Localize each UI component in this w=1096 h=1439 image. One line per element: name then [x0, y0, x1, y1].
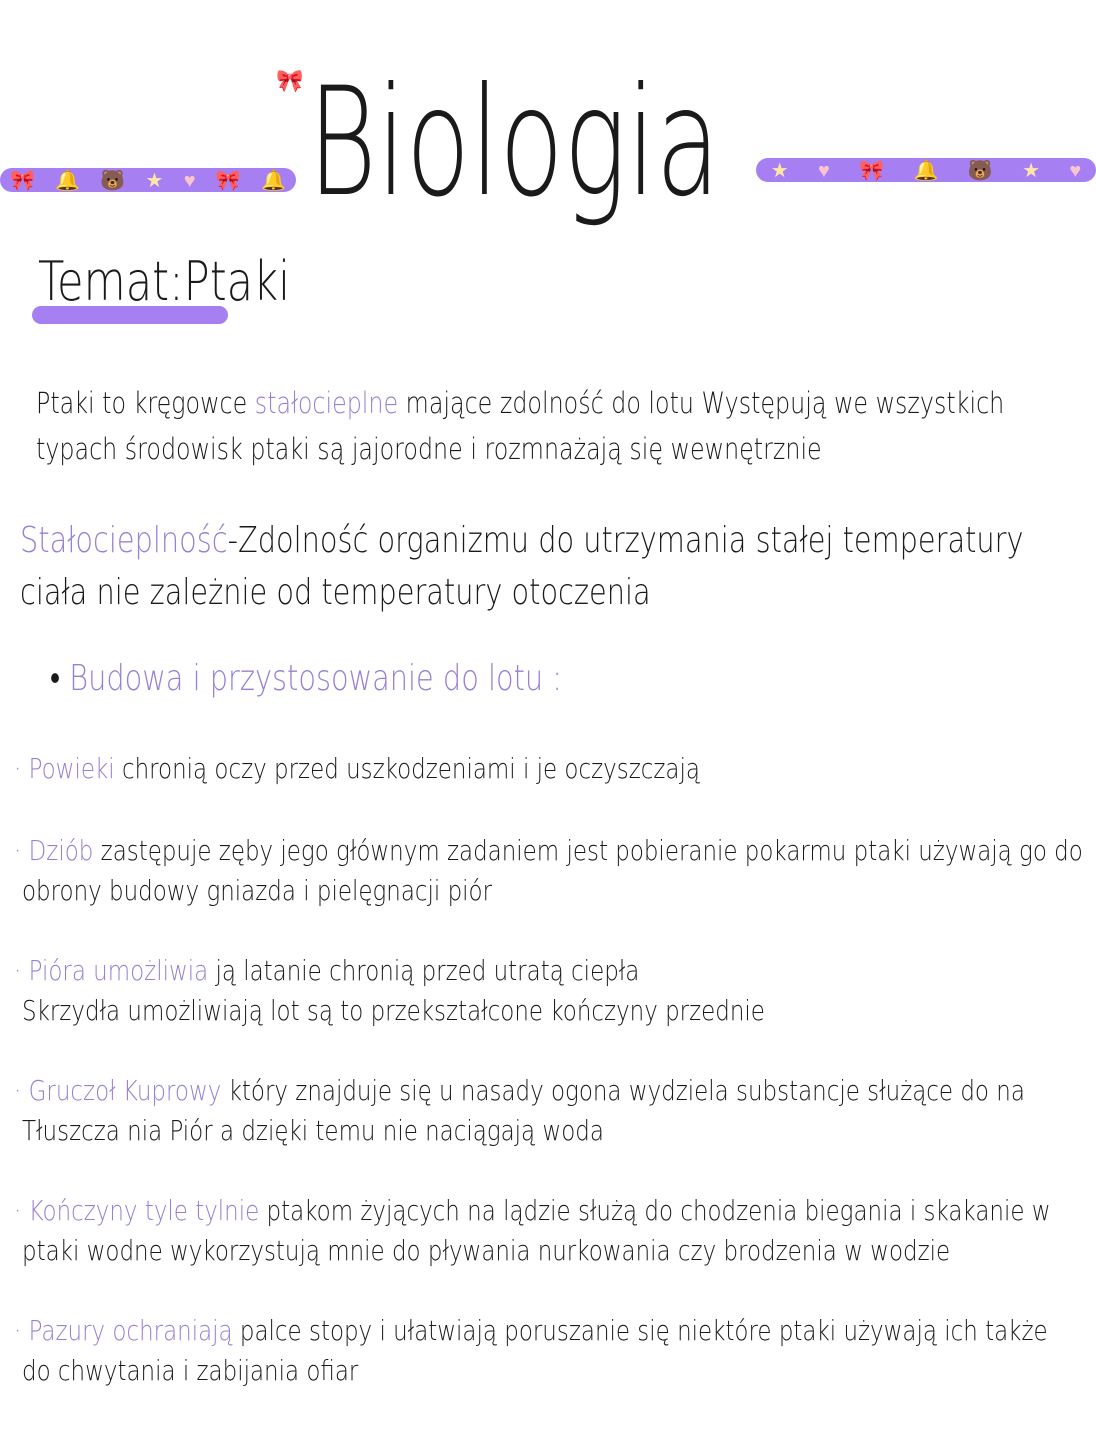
item-term: Dziób	[28, 834, 94, 867]
definition-text: -Zdolność organizmu do utrzymania stałej temperatury	[227, 520, 1024, 561]
intro-line	[36, 432, 822, 466]
highlight-term: stałocieplne	[254, 386, 399, 420]
heart-icon: ♥	[818, 158, 830, 182]
list-item-continuation: do chwytania i zabijania ofiar	[22, 1354, 359, 1387]
definition-line	[20, 572, 651, 614]
text: typach środowisk ptaki są jajorodne i rozmnażają się wewnętrznie	[36, 432, 822, 466]
bullet: ·	[14, 954, 29, 987]
section-heading-text: Budowa i przystosowanie do lotu :	[69, 658, 563, 699]
item-term: Pióra umożliwia	[28, 954, 209, 987]
list-item-continuation: Tłuszcza nia Piór a dzięki temu nie naciągają woda	[22, 1114, 604, 1147]
item-text: chronią oczy przed uszkodzeniami i je oczyszczają	[114, 752, 700, 785]
bear-icon: 🐻	[100, 168, 126, 192]
list-item	[14, 1314, 1048, 1347]
item-term: Pazury ochraniają	[28, 1314, 233, 1347]
list-item	[14, 954, 639, 987]
heart-icon: ♥	[1069, 158, 1082, 182]
list-item-continuation: Skrzydła umożliwiają lot są to przekształcone kończyny przednie	[22, 994, 765, 1027]
definition-term: Stałocieplność	[20, 520, 228, 561]
text: Ptaki to kręgowce	[36, 386, 255, 420]
bow-icon: 🎀	[10, 168, 36, 192]
topic-label: Temat:	[38, 250, 184, 313]
item-term: Gruczoł Kuprowy	[28, 1074, 222, 1107]
star-icon: ★	[770, 158, 789, 182]
section-heading	[50, 658, 562, 700]
bullet: •	[50, 658, 70, 699]
bullet: ·	[14, 1194, 29, 1227]
bow-icon: 🎀	[859, 158, 885, 182]
list-item	[14, 752, 700, 785]
list-item	[14, 1074, 1025, 1107]
bullet: ·	[14, 1074, 29, 1107]
heart-icon: ♥	[183, 168, 196, 192]
list-item-continuation: ptaki wodne wykorzystują mnie do pływania nurkowania czy brodzenia w wodzie	[22, 1234, 951, 1267]
text: mające zdolność do lotu Występują we wszystkich	[398, 386, 1005, 420]
definition-line	[20, 520, 1024, 562]
item-term: Kończyny tyle tylnie	[28, 1194, 260, 1227]
washi-tape-left	[0, 168, 296, 192]
topic-value: Ptaki	[183, 250, 291, 313]
bullet: ·	[14, 834, 29, 867]
definition-text: ciała nie zależnie od temperatury otoczenia	[20, 572, 651, 613]
topic-heading	[38, 250, 290, 314]
bullet: ·	[14, 1314, 29, 1347]
bow-icon: 🎀	[276, 69, 304, 94]
item-term: Powieki	[28, 752, 115, 785]
page-title: Biologia	[308, 56, 721, 230]
bell-icon: 🔔	[913, 158, 939, 182]
item-text: zastępuje zęby jego głównym zadaniem jest pobieranie pokarmu ptaki używają go do	[93, 834, 1083, 867]
bow-icon: 🎀	[215, 168, 241, 192]
item-text: ją latanie chronią przed utratą ciepła	[208, 954, 640, 987]
star-icon: ★	[1022, 158, 1041, 182]
item-text: palce stopy i ułatwiają poruszanie się niektóre ptaki używają ich także	[232, 1314, 1048, 1347]
bear-icon: 🐻	[967, 158, 993, 182]
bell-icon: 🔔	[260, 168, 286, 192]
bullet: ·	[14, 752, 29, 785]
bell-icon: 🔔	[55, 168, 81, 192]
intro-line	[36, 386, 1004, 420]
item-text: który znajduje się u nasady ogona wydziela substancje służące do na	[221, 1074, 1025, 1107]
washi-tape-right	[756, 158, 1096, 182]
item-text: ptakom żyjących na lądzie służą do chodzenia biegania i skakanie w	[259, 1194, 1051, 1227]
list-item-continuation: obrony budowy gniazda i pielęgnacji piór	[22, 874, 493, 907]
list-item	[14, 834, 1083, 867]
star-icon: ★	[145, 168, 164, 192]
list-item	[14, 1194, 1051, 1227]
